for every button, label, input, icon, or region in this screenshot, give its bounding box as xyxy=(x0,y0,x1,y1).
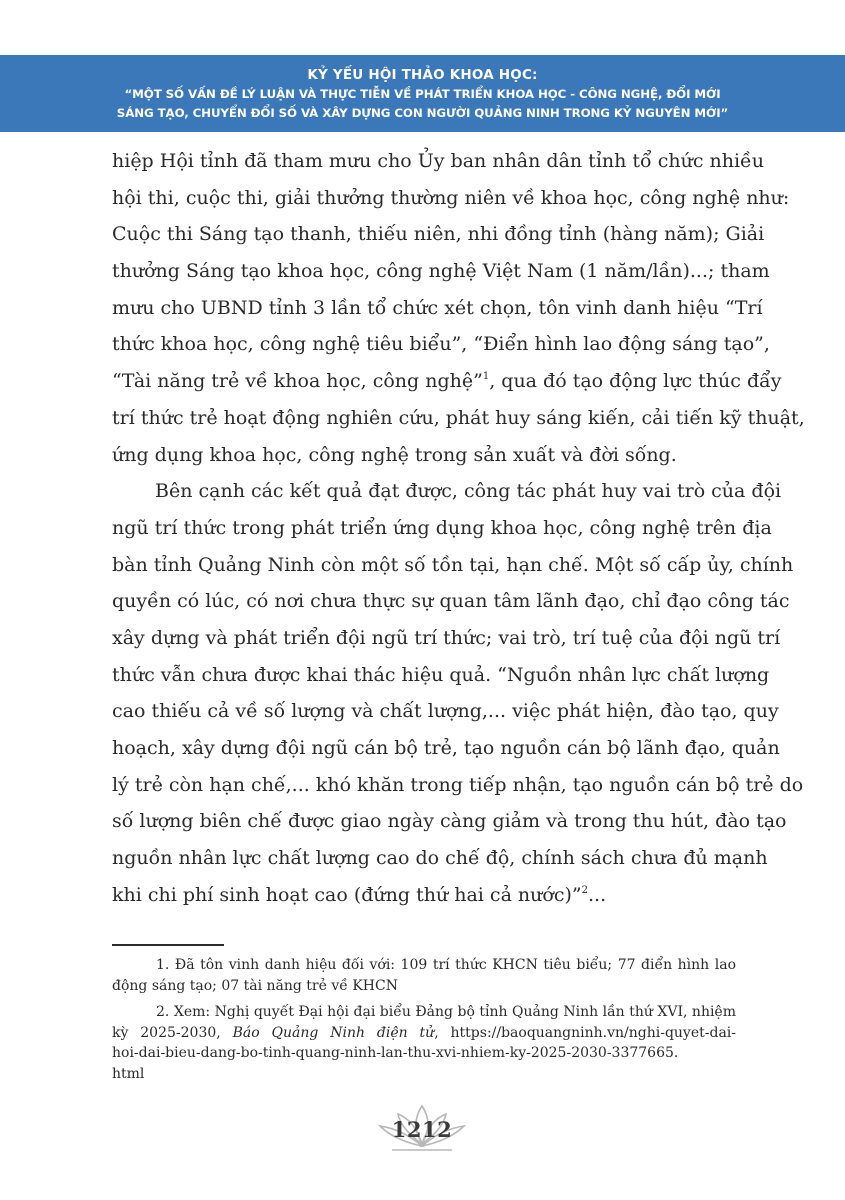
paragraph-1-line: trí thức trẻ hoạt động nghiên cứu, phát huy sáng kiến, cải tiến kỹ thuật, xyxy=(112,406,805,429)
paragraph-2-line: bàn tỉnh Quảng Ninh còn một số tồn tại, hạn chế. Một số cấp ủy, chính xyxy=(112,553,794,576)
footnote-2-link-end[interactable]: html xyxy=(112,1065,145,1082)
paragraph-1-line-part: “Tài năng trẻ về khoa học, công nghệ” xyxy=(112,370,483,393)
header-title: KỶ YẾU HỘI THẢO KHOA HỌC: xyxy=(307,66,538,83)
body-text xyxy=(112,143,805,913)
paragraph-2-line: thức vẫn chưa được khai thác hiệu quả. “Nguồn nhân lực chất lượng xyxy=(112,663,770,686)
paragraph-1-line: hiệp Hội tỉnh đã tham mưu cho Ủy ban nhân dân tỉnh tổ chức nhiều xyxy=(112,150,764,172)
footnote-1-line: động sáng tạo; 07 tài năng trẻ về KHCN xyxy=(112,977,398,994)
paragraph-2-line: quyền có lúc, có nơi chưa thực sự quan tâm lãnh đạo, chỉ đạo công tác xyxy=(112,590,790,613)
paragraph-2-line: ngũ trí thức trong phát triển ứng dụng khoa học, công nghệ trên địa xyxy=(112,516,772,539)
paragraph-2-line: số lượng biên chế được giao ngày càng giảm và trong thu hút, đào tạo xyxy=(112,810,787,833)
paragraph-1-line: mưu cho UBND tỉnh 3 lần tổ chức xét chọn, tôn vinh danh hiệu “Trí xyxy=(112,296,763,319)
footnote-ref-2[interactable]: 2 xyxy=(581,884,588,896)
paragraph-1-line: Cuộc thi Sáng tạo thanh, thiếu niên, nhi đồng tỉnh (hàng năm); Giải xyxy=(112,223,765,246)
paragraph-2-line-part: khi chi phí sinh hoạt cao (đứng thứ hai cả nước)” xyxy=(112,883,582,906)
paragraph-2-line: cao thiếu cả về số lượng và chất lượng,... việc phát hiện, đào tạo, quy xyxy=(112,700,779,723)
paragraph-2-line: Bên cạnh các kết quả đạt được, công tác phát huy vai trò của đội xyxy=(155,480,782,503)
header-band xyxy=(0,55,845,132)
footnote-2-line xyxy=(112,1023,736,1044)
paragraph-1-line: hội thi, cuộc thi, giải thưởng thường niên về khoa học, công nghệ như: xyxy=(112,186,790,209)
header-subtitle-line-2: SÁNG TẠO, CHUYỂN ĐỔI SỐ VÀ XÂY DỰNG CON NGƯỜI QUẢNG NINH TRONG KỶ NGUYÊN MỚI” xyxy=(116,105,729,120)
paragraph-2-line: nguồn nhân lực chất lượng cao do chế độ, chính sách chưa đủ mạnh xyxy=(112,847,768,870)
footnote-2-link-start[interactable]: , https://baoquangninh.vn/nghi-quyet-dai- xyxy=(434,1024,736,1041)
paragraph-1-line-with-footnote xyxy=(112,363,782,400)
paragraph-2-line-with-footnote xyxy=(112,877,736,914)
paragraph-2-line: lý trẻ còn hạn chế,... khó khăn trong tiếp nhận, tạo nguồn cán bộ trẻ do xyxy=(112,773,804,796)
paragraph-1-line: thức khoa học, công nghệ tiêu biểu”, “Điển hình lao động sáng tạo”, xyxy=(112,333,770,356)
footnote-2-line: 2. Xem: Nghị quyết Đại hội đại biểu Đảng bộ tỉnh Quảng Ninh lần thứ XVI, nhiệm xyxy=(156,1004,736,1021)
paragraph-1-line: thưởng Sáng tạo khoa học, công nghệ Việt Nam (1 năm/lần)...; tham xyxy=(112,260,770,283)
footnote-separator xyxy=(112,944,224,946)
footnotes xyxy=(112,955,736,1085)
paragraph-1-line-part: , qua đó tạo động lực thúc đẩy xyxy=(489,370,782,393)
header-subtitle-line-1: “MỘT SỐ VẤN ĐỀ LÝ LUẬN VÀ THỰC TIỄN VỀ PHÁT TRIỂN KHOA HỌC - CÔNG NGHỆ, ĐỔI MỚI xyxy=(124,86,721,101)
page-number: 1212 xyxy=(391,1117,453,1142)
footnote-2-source-title: Báo Quảng Ninh điện tử xyxy=(232,1024,435,1041)
footnote-2-link[interactable]: hoi-dai-bieu-dang-bo-tinh-quang-ninh-lan-thu-xvi-nhiem-ky-2025-2030-3377665. xyxy=(112,1045,679,1062)
paragraph-2-line: xây dựng và phát triển đội ngũ trí thức; vai trò, trí tuệ của đội ngũ trí xyxy=(112,626,781,649)
footnote-ref-1[interactable]: 1 xyxy=(482,371,490,383)
footnote-2-text: kỳ 2025-2030, xyxy=(112,1024,233,1041)
paragraph-1-line: ứng dụng khoa học, công nghệ trong sản xuất và đời sống. xyxy=(112,443,677,466)
paragraph-2-line-part: ... xyxy=(588,883,607,906)
paragraph-2-line: hoạch, xây dựng đội ngũ cán bộ trẻ, tạo nguồn cán bộ lãnh đạo, quản xyxy=(112,737,780,759)
footnote-1-line: 1. Đã tôn vinh danh hiệu đối với: 109 trí thức KHCN tiêu biểu; 77 điển hình lao xyxy=(156,957,736,973)
